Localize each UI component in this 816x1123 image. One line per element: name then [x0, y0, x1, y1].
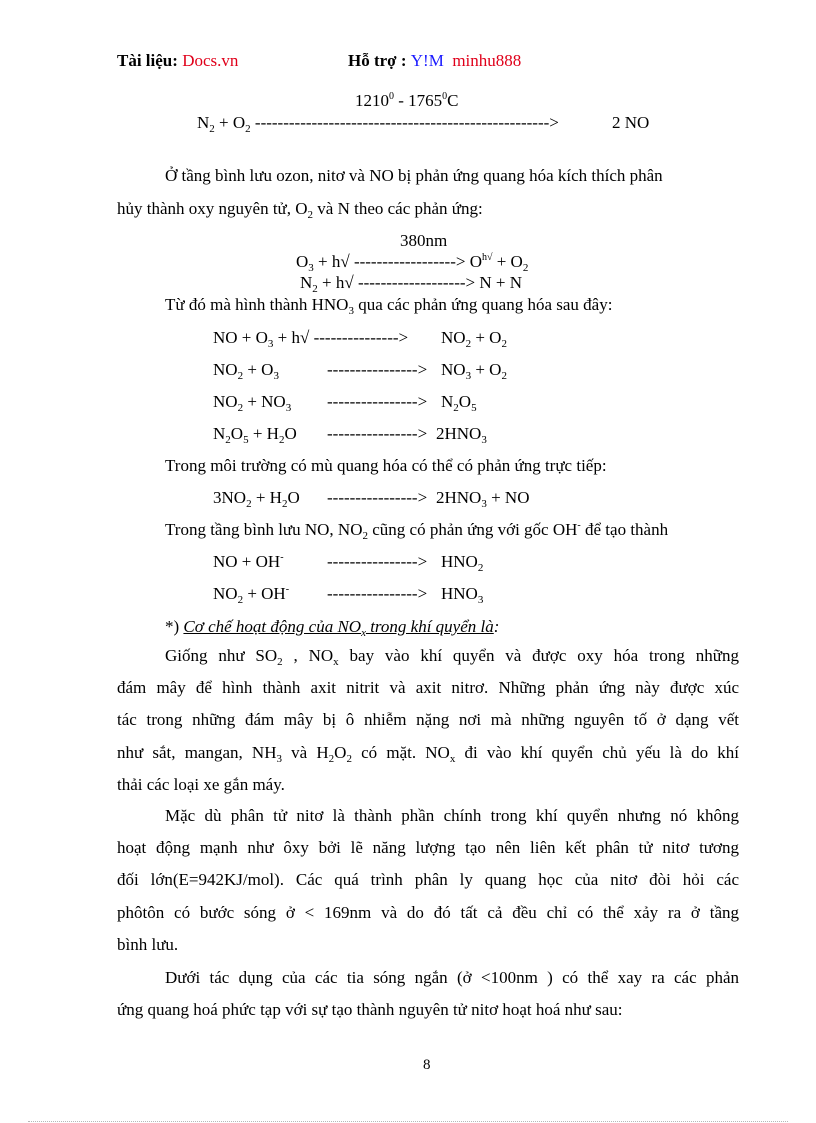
formula-subscript: 5	[471, 402, 477, 414]
formula-text: + O	[471, 360, 502, 379]
reaction2-eq1	[296, 252, 529, 274]
para-text: Ở tầng bình lưu ozon, nitơ và NO bị phản ứng quang hóa kích thích phân	[165, 166, 663, 185]
reaction3-arrow	[327, 393, 427, 410]
formula-superscript: -	[280, 552, 284, 563]
temp-deg: 0	[389, 91, 394, 102]
formula-subscript: x	[361, 627, 366, 639]
reaction2-wavelength	[400, 232, 447, 249]
para-text: để tạo thành	[580, 520, 669, 539]
formula-text: + O	[243, 360, 274, 379]
formula-text: O	[334, 742, 347, 762]
reaction3-right	[441, 360, 507, 382]
reaction1-equation	[197, 113, 559, 135]
para5-line5: thải các loại xe gắn máy.	[117, 775, 285, 795]
eq-term: N + N	[475, 273, 523, 292]
doc-sep: :	[172, 51, 183, 70]
para4	[165, 520, 669, 542]
formula-text: ---------------->	[327, 392, 428, 411]
formula-subscript: 2	[237, 402, 244, 414]
reaction5-left	[213, 584, 290, 606]
support-label: Hỗ trợ	[348, 51, 397, 70]
eq-sup: h√	[481, 252, 493, 263]
formula-subscript: 2	[277, 656, 283, 668]
para-sub: 2	[307, 209, 314, 221]
reaction3-right	[441, 392, 477, 414]
formula-text: O	[287, 488, 300, 507]
reaction2-eq2	[300, 273, 523, 295]
formula-text: ---------------->	[327, 488, 428, 507]
formula-text: NO	[213, 360, 238, 379]
para6-line1: Mặc dù phân tử nitơ là thành phần chính trong khí quyển nhưng nó không	[165, 806, 739, 825]
eq-arrow: + h√ ------------------>	[313, 252, 466, 271]
formula-text: trong khí quyển là	[365, 617, 494, 636]
para5-line1	[117, 640, 739, 672]
formula-text: 3NO	[213, 488, 247, 507]
reaction3-right	[441, 328, 507, 350]
formula-subscript: x	[333, 656, 339, 668]
reaction3-left	[213, 424, 297, 446]
support-sep: :	[396, 51, 411, 70]
section-heading	[165, 617, 500, 639]
para5-line4	[117, 737, 739, 769]
eq-sub: 2	[522, 262, 529, 274]
formula-text: , NO	[282, 646, 334, 665]
eq-term: N	[197, 113, 210, 132]
para-text: Trong môi trường có mù quang hóa có thể có phản ứng trực tiếp:	[165, 456, 607, 475]
formula-text: O	[458, 392, 472, 411]
formula-text: 2HNO	[436, 488, 482, 507]
ym-label: Y!M	[410, 51, 444, 70]
formula-subscript: x	[449, 752, 456, 765]
para5	[117, 640, 739, 672]
formula-text: ---------------->	[327, 424, 428, 443]
reaction1-temperature	[355, 92, 459, 109]
section-title	[183, 617, 494, 639]
formula-text: NO + O	[213, 328, 268, 347]
temp-high: - 1765	[394, 91, 443, 110]
formula-subscript: 2	[328, 752, 335, 765]
formula-subscript: 3	[273, 370, 279, 382]
formula-subscript: 3	[267, 338, 274, 350]
formula-subscript: 2	[246, 498, 252, 510]
temp-unit: C	[447, 91, 459, 110]
page-bottom-rule	[28, 1121, 788, 1122]
eq-term: + O	[492, 252, 523, 271]
para6-body	[117, 832, 739, 962]
para-text: cũng có phản ứng với gốc OH	[367, 520, 578, 539]
reaction4-arrow	[327, 489, 427, 506]
para-text: Từ đó mà hình thành HNO	[165, 295, 349, 314]
reaction4-left	[213, 488, 300, 510]
para-text: Trong tầng bình lưu NO, NO	[165, 520, 363, 539]
formula-subscript: 2	[278, 434, 285, 446]
formula-text: bay vào khí quyển và được oxy hóa trong những	[338, 646, 739, 665]
para6-line4: phôtôn có bước sóng ở < 169nm và do đó tất cả đều chỉ có thể xảy ra ở tầng	[117, 902, 739, 922]
formula-subscript: 3	[285, 402, 292, 414]
formula-text: N	[441, 392, 454, 411]
formula-text: O	[284, 424, 297, 443]
para6-line2: hoạt động mạnh như ôxy bởi lẽ năng lượng tạo nên liên kết phân tử nitơ tương	[117, 838, 739, 857]
page-number: 8	[423, 1057, 431, 1073]
reaction4-right	[436, 488, 530, 510]
para-text: hủy thành oxy nguyên tử, O	[117, 199, 308, 218]
formula-text: đi vào khí quyển chủ yếu là do khí	[455, 742, 740, 762]
formula-subscript: 3	[481, 434, 487, 446]
formula-subscript: 2	[281, 498, 288, 510]
para6-line3: đối lớn(E=942KJ/mol). Các quá trình phân ly quang học của nitơ đòi hỏi các	[117, 870, 739, 890]
doc-site-link[interactable]: Docs.vn	[182, 51, 239, 70]
formula-subscript: 5	[243, 434, 249, 446]
para7-line2: ứng quang hoá phức tạp với sự tạo thành nguyên tử nitơ hoạt hoá như sau:	[117, 1000, 623, 1019]
formula-text: NO + OH	[213, 552, 281, 571]
formula-subscript: 3	[465, 370, 472, 382]
reaction3-left	[213, 392, 292, 414]
formula-subscript: 2	[453, 402, 459, 414]
temp-low: 1210	[355, 91, 389, 110]
formula-text: ---------------->	[327, 584, 428, 603]
wavelength-label: 380nm	[400, 231, 448, 250]
para-sub: 2	[362, 530, 368, 542]
formula-text: + H	[248, 424, 279, 443]
para5-line3: tác trong những đám mây bị ô nhiễm nặng nơi mà những nguyên tố ở dạng vết	[117, 710, 739, 730]
formula-subscript: 2	[225, 434, 231, 446]
doc-label: Tài liệu	[117, 51, 173, 70]
para1-line1	[165, 167, 663, 184]
para-text: qua các phản ứng quang hóa sau đây:	[353, 295, 613, 314]
formula-text: HNO	[441, 552, 478, 571]
formula-superscript: -	[285, 584, 290, 595]
para1-line2	[117, 199, 483, 221]
eq-term: + O	[214, 113, 246, 132]
formula-text: O	[230, 424, 244, 443]
formula-text: + NO	[486, 488, 530, 507]
formula-text: NO	[213, 392, 238, 411]
para6	[117, 800, 739, 832]
para-sub: 3	[348, 305, 354, 317]
formula-text: Cơ chế hoạt động của NO	[183, 617, 362, 636]
formula-text: NO	[213, 584, 238, 603]
eq-arrow: ---------------------------------------------------->	[250, 113, 559, 132]
reaction5-arrow	[327, 553, 427, 570]
reaction5-right	[441, 584, 484, 606]
para2	[165, 295, 613, 317]
formula-subscript: 2	[346, 752, 352, 765]
para-sup: -	[577, 520, 581, 531]
formula-subscript: 2	[501, 338, 507, 350]
formula-subscript: 2	[237, 594, 244, 606]
formula-text: có mặt. NO	[351, 742, 450, 762]
formula-text: 2HNO	[436, 424, 482, 443]
para7-line1: Dưới tác dụng của các tia sóng ngắn (ở <100nm ) có thể xay ra các phản	[165, 968, 739, 987]
eq-arrow: + h√ ------------------->	[317, 273, 476, 292]
eq-sub: 2	[312, 283, 318, 295]
support-header	[348, 52, 521, 69]
eq-term: N	[300, 273, 313, 292]
formula-text: Giống như SO	[165, 646, 278, 665]
formula-subscript: 3	[276, 752, 282, 765]
formula-text: như sắt, mangan, NH	[117, 742, 277, 762]
formula-text: và H	[282, 742, 329, 762]
eq-term: O	[465, 252, 482, 271]
reaction5-left	[213, 553, 284, 570]
formula-text: ---------------->	[327, 360, 428, 379]
reaction5-right	[441, 552, 484, 574]
reaction3-arrow	[327, 361, 427, 378]
eq-product: 2 NO	[612, 113, 650, 132]
reaction3-left	[213, 360, 279, 382]
formula-subscript: 3	[481, 498, 487, 510]
eq-sub: 2	[245, 123, 251, 135]
section-prefix: *)	[165, 617, 184, 636]
formula-subscript: 3	[477, 594, 484, 606]
page-header	[117, 52, 238, 69]
section-colon: :	[493, 617, 500, 636]
reaction3-arrow	[327, 425, 427, 442]
eq-sub: 3	[308, 262, 314, 274]
formula-text: NO	[441, 328, 466, 347]
formula-text: + H	[251, 488, 282, 507]
reaction1-product	[612, 114, 649, 131]
formula-subscript: 2	[465, 338, 472, 350]
para3	[165, 457, 607, 474]
eq-sub: 2	[209, 123, 215, 135]
eq-term: O	[296, 252, 309, 271]
ym-user-link[interactable]: minhu888	[452, 51, 522, 70]
reaction3-right	[436, 424, 487, 446]
formula-subscript: 2	[477, 562, 484, 574]
formula-text: HNO	[441, 584, 478, 603]
formula-text: N	[213, 424, 226, 443]
formula-text: + O	[471, 328, 502, 347]
formula-text: --------------->	[309, 328, 409, 347]
reaction5-arrow	[327, 585, 427, 602]
para7	[117, 962, 739, 994]
formula-subscript: 2	[237, 370, 244, 382]
para6-line5: bình lưu.	[117, 935, 179, 955]
formula-text: + OH	[243, 584, 286, 603]
formula-text: ---------------->	[327, 552, 428, 571]
para-text: và N theo các phản ứng:	[313, 199, 483, 218]
temp-deg2: 0	[442, 91, 448, 102]
formula-text: + h√	[273, 328, 310, 347]
formula-subscript: 2	[501, 370, 507, 382]
para7-body	[117, 994, 739, 1026]
formula-text: + NO	[243, 392, 286, 411]
reaction3-left	[213, 328, 409, 350]
para5-body	[117, 672, 739, 802]
para5-line2: đám mây để hình thành axit nitrit và axit nitrơ. Những phản ứng này được xúc	[117, 678, 739, 697]
formula-text: NO	[441, 360, 466, 379]
